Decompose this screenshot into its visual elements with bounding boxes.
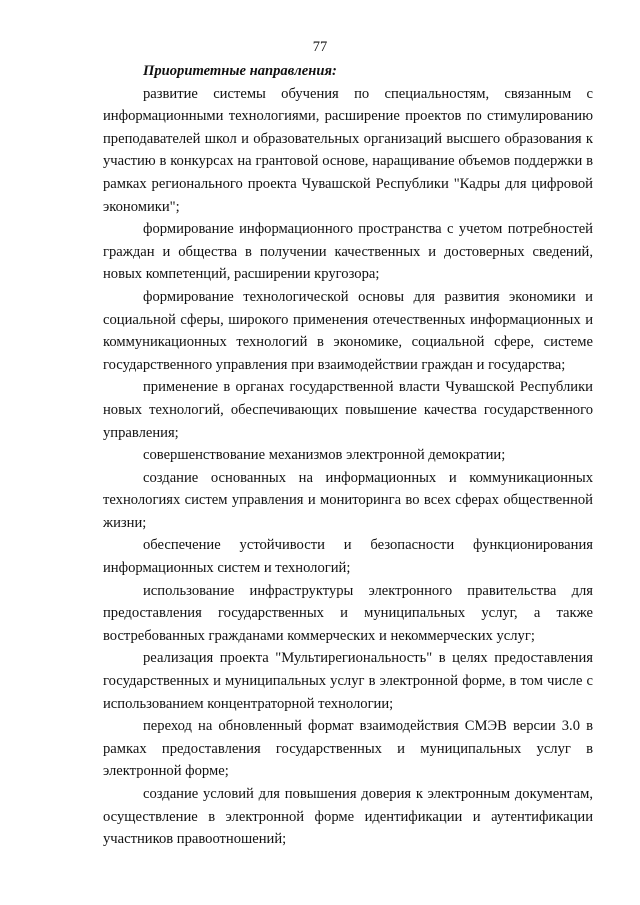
list-item: создание основанных на информационных и коммуникационных технологиях систем управления и мониторинга во всех сферах общественной жизни;: [103, 469, 593, 531]
list-item: создание условий для повышения доверия к электронным документам, осуществление в электронной форме идентификации и аутентификации участников правоотношений;: [103, 786, 593, 848]
list-item: обеспечение устойчивости и безопасности функционирования информационных систем и технологий;: [103, 537, 593, 577]
list-item: реализация проекта "Мультирегиональность" в целях предоставления государственных и муниципальных услуг в электронной форме, в том числе с использованием концентраторной технологии;: [103, 650, 593, 712]
list-item: развитие системы обучения по специальностям, связанным с информационными технологиями, расширение проектов по стимулированию преподавателей школ и образовательных организаций высшего образования к участию в конкурсах на грантовой основе, наращивание объемов поддержки в рамках регионального проекта Чувашской Республики "Кадры для цифровой экономики";: [103, 85, 593, 215]
list-item: совершенствование механизмов электронной демократии;: [143, 447, 506, 464]
list-item: использование инфраструктуры электронного правительства для предоставления государственных и муниципальных услуг, а также востребованных гражданами коммерческих и некоммерческих услуг;: [103, 582, 593, 644]
page-body: [103, 60, 593, 851]
section-heading: Приоритетные направления:: [143, 63, 337, 79]
page-number: 77: [312, 39, 328, 55]
list-item: формирование информационного пространства с учетом потребностей граждан и общества в получении качественных и достоверных сведений, новых компетенций, расширении кругозора;: [103, 221, 593, 283]
list-item: применение в органах государственной власти Чувашской Республики новых технологий, обеспечивающих повышение качества государственного управления;: [103, 379, 593, 441]
list-item: переход на обновленный формат взаимодействия СМЭВ версии 3.0 в рамках предоставления государственных и муниципальных услуг в электронной форме;: [103, 718, 593, 780]
list-item: формирование технологической основы для развития экономики и социальной сферы, широкого применения отечественных информационных и коммуникационных технологий в экономике, социальной сфере, системе государственного управления при взаимодействии граждан и государства;: [103, 288, 593, 373]
